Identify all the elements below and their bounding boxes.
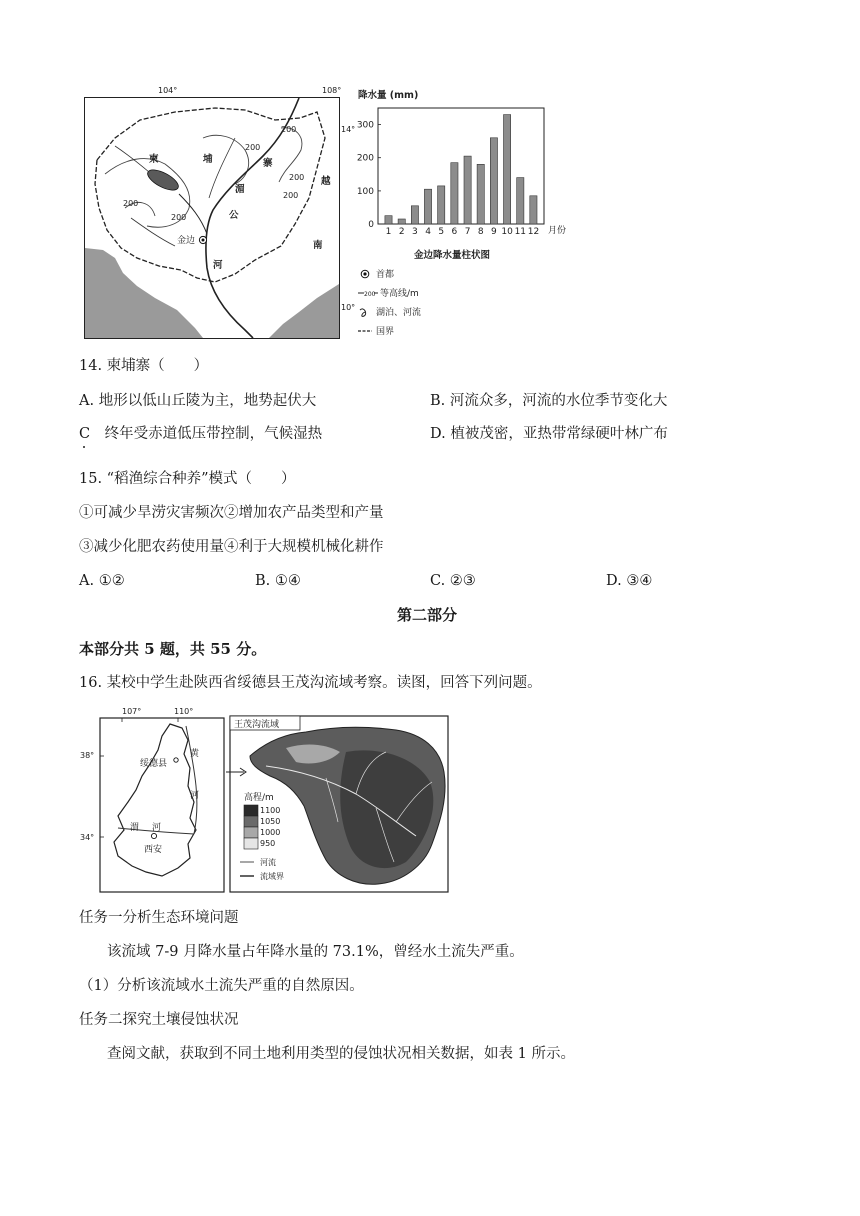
q15-option-b[interactable]: B. ①④ — [255, 573, 301, 589]
lon-label-108: 108° — [322, 86, 342, 95]
x-tick-label: 9 — [491, 227, 497, 237]
q14-option-b[interactable]: B. 河流众多，河流的水位季节变化大 — [430, 393, 668, 409]
place-label-xian: 西安 — [144, 845, 163, 855]
q15-stem: 15. “稻渔综合种养”模式（ ） — [79, 471, 296, 487]
river-label-char: 湄 — [235, 184, 245, 195]
river — [131, 218, 175, 246]
river-label-char: 河 — [213, 260, 223, 271]
part-two-title: 第二部分 — [397, 606, 458, 624]
inset-title: 王茂沟流域 — [234, 720, 280, 730]
elevation-level: 1000 — [260, 828, 281, 837]
q15-option-d[interactable]: D. ③④ — [606, 573, 653, 589]
elevation-legend-title: 高程/m — [244, 793, 274, 803]
y-tick-label: 200 — [356, 153, 374, 164]
river-label-char: 渭 — [130, 823, 140, 833]
precip-bar-month-1 — [385, 216, 392, 224]
q14-option-a[interactable]: A. 地形以低山丘陵为主，地势起伏大 — [79, 393, 317, 409]
suide-symbol — [174, 758, 178, 762]
y-tick-label: 300 — [356, 120, 374, 131]
country-label-char: 埔 — [203, 154, 213, 165]
precip-bar-month-9 — [490, 138, 497, 224]
x-tick-label: 5 — [438, 227, 445, 237]
precip-bar-month-6 — [451, 163, 458, 224]
task2-title: 任务二探究土壤侵蚀状况 — [79, 1012, 239, 1028]
country-label-char: 寨 — [263, 158, 273, 169]
elevation-level: 1100 — [260, 806, 281, 815]
precip-bar-month-8 — [477, 164, 484, 224]
q14-stem: 14. 柬埔寨（ ） — [79, 358, 209, 374]
precip-bar-month-10 — [504, 115, 511, 224]
y-tick-label: 100 — [356, 186, 374, 197]
sea-area-east — [269, 284, 339, 338]
legend-capital: 首都 — [376, 270, 395, 280]
task1-title: 任务一分析生态环境问题 — [79, 910, 239, 926]
country-label-char: 柬 — [149, 154, 159, 165]
place-label-suide: 绥德县 — [140, 759, 168, 769]
x-tick-label: 2 — [398, 227, 405, 237]
country-label-char: 越 — [321, 176, 331, 187]
x-tick-label: 6 — [451, 227, 458, 237]
x-tick-label: 12 — [527, 227, 540, 237]
legend-river: 河流 — [260, 858, 276, 867]
lat-label: 38° — [80, 751, 95, 760]
q15-statement-line-2: ③减少化肥农药使用量④利于大规模机械化耕作 — [79, 539, 384, 555]
sea-area — [85, 248, 203, 338]
lon-label-104: 104° — [158, 86, 178, 95]
x-tick-label: 3 — [412, 227, 418, 237]
precip-bar-month-11 — [517, 178, 524, 224]
river-label-char: 河 — [190, 791, 200, 801]
river — [115, 146, 149, 172]
precip-bar-month-3 — [411, 206, 418, 224]
q15-statement-line-1: ①可减少旱涝灾害频次②增加农产品类型和产量 — [79, 505, 384, 521]
chart-ylabel: 降水量 (mm) — [358, 90, 419, 101]
legend-contour: 等高线/m — [380, 289, 419, 299]
elevation-swatch — [244, 827, 258, 838]
shaanxi-map-svg — [78, 706, 228, 894]
contour-label: 200 — [281, 125, 297, 134]
q14-option-c[interactable]: C 终年受赤道低压带控制，气候湿热 — [79, 426, 323, 442]
map-legend — [356, 266, 466, 336]
precip-bar-month-7 — [464, 156, 471, 224]
x-tick-label: 4 — [425, 227, 431, 237]
precip-bar-month-4 — [424, 189, 431, 224]
x-tick-label: 11 — [514, 227, 527, 237]
country-label-char: 南 — [313, 240, 323, 251]
q16-sub-question-1: （1）分析该流域水土流失严重的自然原因。 — [79, 978, 364, 994]
precipitation-chart-svg — [354, 86, 580, 264]
contour-label: 200 — [123, 199, 139, 208]
lat-label-14: 14° — [341, 125, 356, 134]
y-tick-label: 0 — [368, 220, 374, 230]
map-frame — [100, 718, 224, 892]
contour-legend-mark: 200 — [364, 291, 376, 298]
q15-option-c[interactable]: C. ②③ — [430, 573, 476, 589]
q15-option-a[interactable]: A. ①② — [79, 573, 125, 589]
elevation-swatch — [244, 838, 258, 849]
elevation-swatch — [244, 816, 258, 827]
contour-label: 200 — [171, 213, 187, 222]
contour-label: 200 — [283, 191, 299, 200]
q14-option-c-dot — [83, 446, 85, 448]
precipitation-chart — [354, 86, 580, 264]
precip-bar-month-12 — [530, 196, 537, 224]
part-two-note: 本部分共 5 题，共 55 分。 — [79, 640, 267, 658]
x-tick-label: 7 — [464, 227, 471, 237]
river — [209, 138, 235, 198]
lon-label: 107° — [122, 707, 142, 716]
contour-label: 200 — [245, 143, 261, 152]
lake-river-legend-icon — [360, 309, 366, 317]
capital-label: 金边 — [177, 236, 196, 246]
chart-title: 金边降水量柱状图 — [414, 250, 491, 261]
lon-label: 110° — [174, 707, 194, 716]
river-label-char: 黄 — [190, 749, 200, 759]
tonle-sap-lake — [145, 166, 182, 194]
q14-option-d[interactable]: D. 植被茂密，亚热带常绿硬叶林广布 — [430, 426, 668, 442]
chart-xlabel: 月份 — [548, 226, 567, 236]
legend-lake-river: 湖泊、河流 — [376, 308, 422, 318]
capital-legend-icon-dot — [363, 272, 366, 275]
q16-stem: 16. 某校中学生赴陕西省绥德县王茂沟流域考察。读图，回答下列问题。 — [79, 675, 542, 691]
wangmaogou-map — [226, 712, 452, 894]
cambodia-map — [84, 97, 340, 339]
wangmaogou-map-svg — [226, 712, 452, 894]
precip-bar-month-2 — [398, 219, 405, 224]
x-tick-label: 10 — [501, 227, 513, 237]
elevation-level: 950 — [260, 839, 276, 848]
xian-symbol — [151, 833, 156, 838]
x-tick-label: 1 — [385, 227, 392, 237]
task1-text: 该流域 7-9 月降水量占年降水量的 73.1%，曾经水土流失严重。 — [107, 944, 524, 960]
elevation-level: 1050 — [260, 817, 281, 826]
river-label-char: 公 — [229, 210, 239, 221]
task2-text: 查阅文献，获取到不同土地利用类型的侵蚀状况相关数据，如表 1 所示。 — [107, 1046, 575, 1062]
contour-label: 200 — [289, 173, 305, 182]
mekong-river — [206, 98, 299, 338]
legend-boundary: 流域界 — [260, 872, 284, 881]
cambodia-map-drawing — [85, 98, 339, 338]
elevation-swatch — [244, 805, 258, 816]
precip-bar-month-5 — [438, 186, 445, 224]
river-label-char: 河 — [152, 823, 162, 833]
x-tick-label: 8 — [477, 227, 484, 237]
legend-border: 国界 — [376, 327, 395, 336]
map-legend-svg — [356, 266, 466, 336]
lat-label-10: 10° — [341, 303, 356, 312]
shaanxi-map — [78, 706, 228, 894]
lat-label: 34° — [80, 833, 95, 842]
capital-symbol-dot — [202, 239, 205, 242]
